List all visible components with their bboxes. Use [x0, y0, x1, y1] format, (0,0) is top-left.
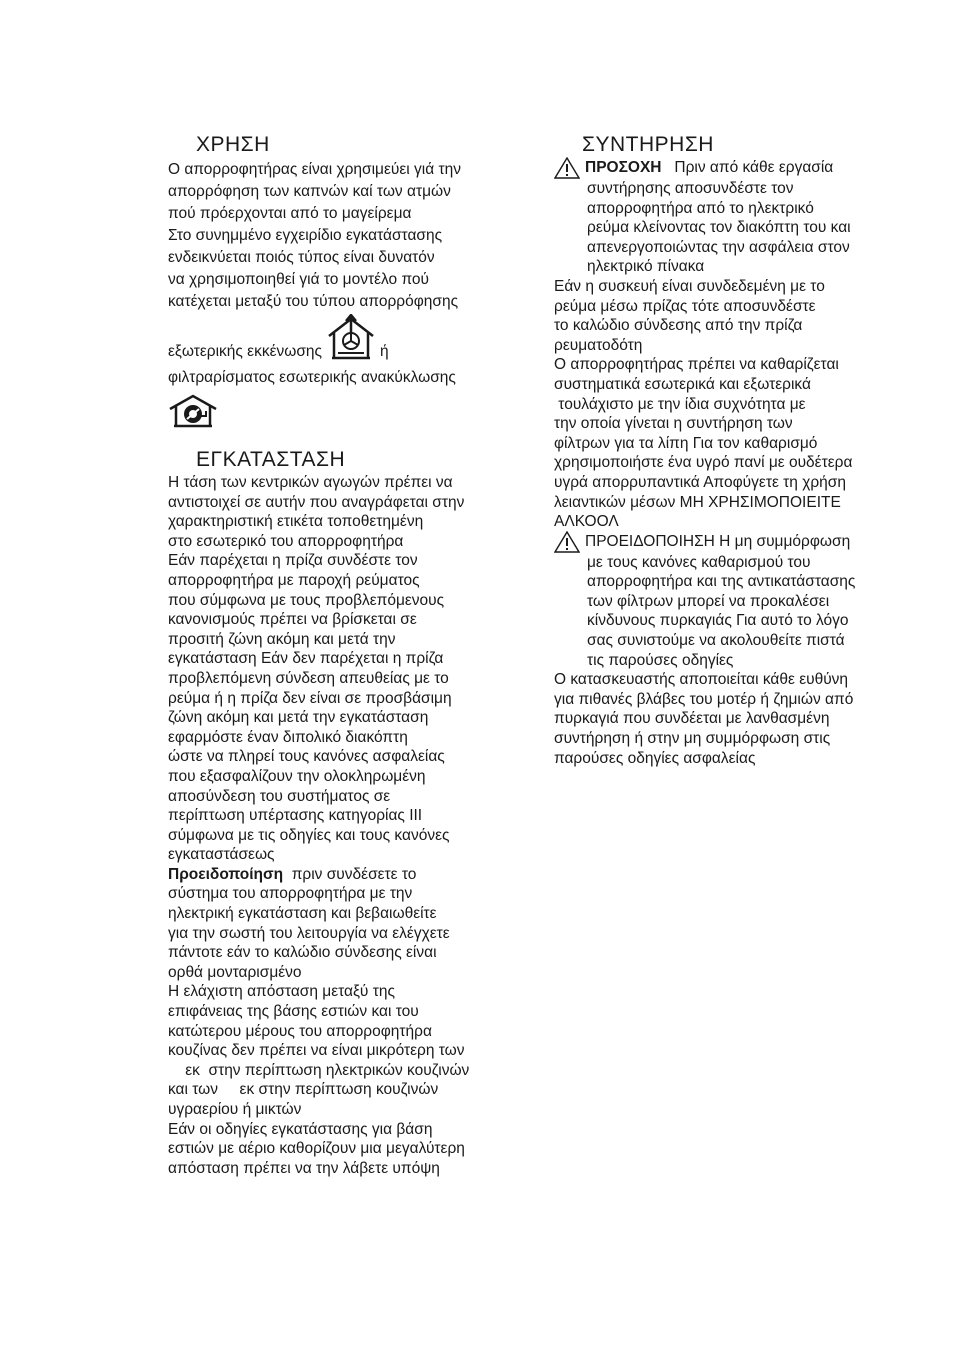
text-line: να χρησιμοποιηθεί γιά το μοντέλο πού [168, 271, 430, 288]
text-line: Εάν παρέχεται η πρίζα συνδέστε τον [168, 552, 418, 570]
text-line: αντιστοιχεί σε αυτήν που αναγράφεται στην [168, 493, 465, 511]
text-line: Ο απορροφητήρας πρέπει να καθαρίζεται [554, 356, 839, 374]
installation-heading: ΕΓΚΑΤΑΣΤΑΣΗ [196, 448, 346, 471]
text-line: συντήρηση ή στην μη συμμόρφωση στις [554, 730, 831, 748]
text-line: παρούσες οδηγίες ασφαλείας [554, 749, 756, 767]
exhaust-text: εξωτερικής εκκένωσης [168, 343, 323, 361]
text-line: προσιτή ζώνη ακόμη και μετά την [168, 630, 396, 648]
installation-text [168, 473, 528, 1178]
text-line: φίλτρων για τα λίπη Για τον καθαρισμό [554, 434, 818, 452]
text-line: ώστε να πληρεί τους κανόνες ασφαλείας [168, 748, 445, 766]
text-line: απόσταση πρέπει να την λάβετε υπόψη [168, 1159, 440, 1177]
text-line: συστηματικά εσωτερικά και εξωτερικά [554, 375, 811, 393]
text-line: ΑΛΚΟΟΛ [554, 513, 619, 531]
warning-line [168, 865, 528, 885]
house-recirculation-icon [168, 394, 218, 428]
text-line: Η τάση των κεντρικών αγωγών πρέπει να [168, 474, 453, 491]
warning-label: Προειδοποίηση [168, 865, 284, 883]
text-line: ηλεκτρική εγκατάσταση και βεβαιωθείτε [168, 905, 437, 923]
exhaust-row [168, 317, 528, 365]
text-line: προβλεπόμενη σύνδεση απευθείας με το [168, 669, 449, 687]
usage-heading: ΧΡΗΣΗ [196, 133, 270, 156]
text-line: το καλώδιο σύνδεσης από την πρίζα [554, 317, 803, 335]
text-line: κανονισμούς πρέπει να βρίσκεται σε [168, 611, 417, 629]
text-line: ρευματοδότη [554, 336, 643, 354]
usage-section [168, 133, 528, 428]
warning2-line [554, 532, 914, 553]
text-line: ρεύμα κλείνοντας τον διακόπτη του και [587, 219, 851, 237]
text-line: και των εκ στην περίπτωση κουζινών [168, 1081, 439, 1099]
text-line: που εξασφαλίζουν την ολοκληρωμένη [168, 767, 426, 785]
text-line: πού πρόερχονται από το μαγείρεμα [168, 205, 412, 222]
text-line: απορρόφηση των καπνών καί των ατμών [168, 183, 451, 200]
maintenance-section [554, 133, 914, 768]
house-fan-exhaust-icon [326, 314, 376, 365]
caution-label: ΠΡΟΣΟΧΗ [585, 159, 662, 176]
text-line: στο εσωτερικό του απορροφητήρα [168, 532, 404, 550]
text-line: με τους κανόνες καθαρισμού του [587, 553, 811, 571]
text-line: απενεργοποιώντας την ασφάλεια στον [587, 238, 850, 256]
text-line: απορροφητήρα από το ηλεκτρικό [587, 199, 814, 217]
caution-line [554, 158, 914, 179]
text-line: πυρκαγιά που συνδέεται με λανθασμένη [554, 710, 830, 728]
text-line: χαρακτηριστική ετικέτα τοποθετημένη [168, 513, 424, 531]
text-line: χρησιμοποιήστε ένα υγρό πανί με ουδέτερα [554, 454, 853, 472]
text-line: λειαντικών μέσων ΜΗ ΧΡΗΣΙΜΟΠΟΙΕΙΤΕ [554, 493, 841, 511]
text-line: για την σωστή του λειτουργία να ελέγχετε [168, 924, 450, 942]
text-line: σύστημα του απορροφητήρα με την [168, 885, 413, 903]
exhaust-or: ή [380, 343, 389, 361]
warning2-text: ΠΡΟΕΙΔΟΠΟΙΗΣΗ Η μη συμμόρφωση [585, 532, 851, 550]
text-line: εγκαταστάσεως [168, 846, 275, 864]
text-line: κίνδυνους πυρκαγιάς Για αυτό το λόγο [587, 612, 849, 630]
caution-text: Πριν από κάθε εργασία [661, 159, 834, 176]
text-line: Εάν η συσκευή είναι συνδεδεμένη με το [554, 277, 825, 295]
text-line: ρεύμα ή η πρίζα δεν είναι σε προσβάσιμη [168, 689, 452, 707]
text-line: για πιθανές βλάβες του μοτέρ ή ζημιών από [554, 690, 854, 708]
text-line: υγραερίου ή μικτών [168, 1101, 302, 1118]
usage-text [168, 159, 528, 313]
text-line: Εάν οι οδηγίες εγκατάστασης για βάση [168, 1120, 433, 1138]
text-line: κατώτερου μέρους του απορροφητήρα [168, 1022, 432, 1040]
text-line: σύμφωνα με τις οδηγίες και τους κανόνες [168, 826, 450, 844]
text-line: εστιών με αέριο καθορίζουν μια μεγαλύτερη [168, 1140, 465, 1158]
text-line: αποσύνδεση του συστήματος σε [168, 787, 391, 805]
text-line: υγρά απορρυπαντικά Αποφύγετε τη χρήση [554, 473, 846, 491]
text-line: σας συνιστούμε να ακολουθείτε πιστά [587, 632, 845, 650]
text-line: Στο συνημμένο εγχειρίδιο εγκατάστασης [168, 227, 443, 244]
text-line: Ο απορροφητήρας είναι χρησιμεύει γιά την [168, 161, 461, 178]
installation-section [168, 448, 528, 1178]
text-line: ενδεικνύεται ποιός τύπος είναι δυνατόν [168, 249, 435, 266]
text-line: κουζίνας δεν πρέπει να είναι μικρότερη των [168, 1042, 465, 1060]
maintenance-heading: ΣΥΝΤΗΡΗΣΗ [582, 133, 714, 156]
text-line: τις παρούσες οδηγίες [587, 651, 734, 669]
text-line: των φίλτρων μπορεί να προκαλέσει [587, 592, 830, 610]
text-line: πάντοτε εάν το καλώδιο σύνδεσης είναι [168, 944, 437, 962]
text-line: ρεύμα μέσω πρίζας τότε αποσυνδέστε [554, 297, 816, 315]
text-line: περίπτωση υπέρτασης κατηγορίας ΙΙΙ [168, 807, 423, 825]
text-line: εγκατάσταση Εάν δεν παρέχεται η πρίζα [168, 650, 444, 668]
text-line: ηλεκτρικό πίνακα [587, 258, 705, 276]
warning-text: πριν συνδέσετε το [283, 865, 417, 883]
text-line: απορροφητήρα και της αντικατάστασης [587, 573, 856, 591]
text-line: εφαρμόστε έναν διπολικό διακόπτη [168, 728, 408, 746]
text-line: συντήρησης αποσυνδέστε τον [587, 180, 794, 197]
text-line: Η ελάχιστη απόσταση μεταξύ της [168, 983, 395, 1001]
text-line: ορθά μονταρισμένο [168, 963, 302, 981]
text-line: κατέχεται μεταξύ του τύπου απορρόφησης [168, 293, 459, 310]
text-line: την οποία γίνεται η συντήρηση των [554, 415, 793, 433]
text-line: επιφάνειας της βάσης εστιών και του [168, 1003, 419, 1021]
text-line: τουλάχιστο με την ίδια συχνότητα με [554, 395, 806, 413]
right-column [554, 133, 914, 768]
text-line: απορροφητήρα με παροχή ρεύματος [168, 571, 420, 589]
left-column [168, 133, 528, 1178]
text-line: εκ στην περίπτωση ηλεκτρικών κουζινών [168, 1061, 470, 1079]
text-line: Ο κατασκευαστής αποποιείται κάθε ευθύνη [554, 671, 849, 689]
warning-triangle-icon [554, 531, 580, 553]
recirc-text: φιλτραρίσματος εσωτερικής ανακύκλωσης [168, 369, 456, 386]
text-line: ζώνη ακόμη και μετά την εγκατάσταση [168, 709, 429, 727]
text-line: που σύμφωνα με τους προβλεπόμενους [168, 591, 445, 609]
warning-triangle-icon [554, 157, 580, 179]
